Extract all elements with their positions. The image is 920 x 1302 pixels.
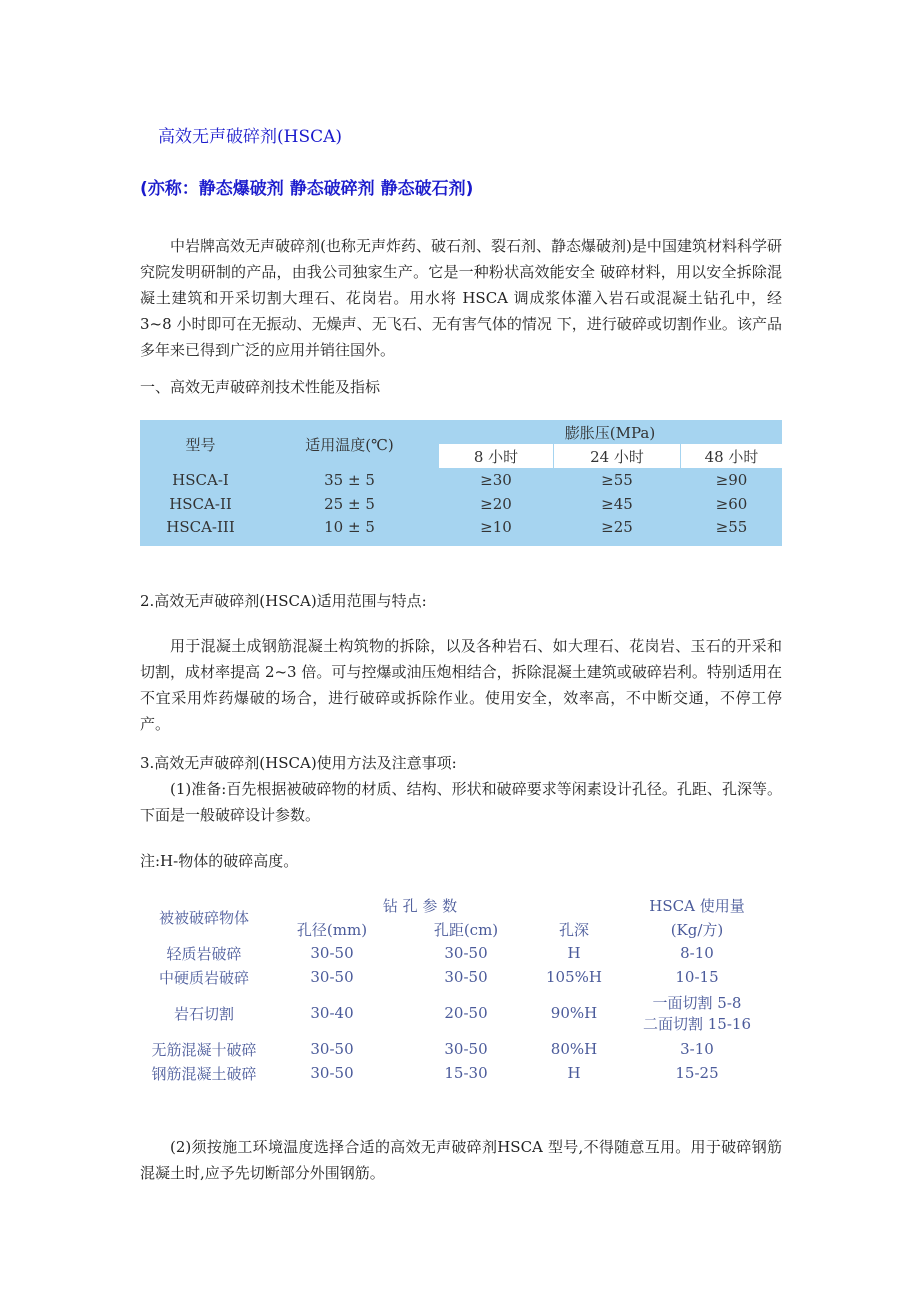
cell-depth: 80%H	[550, 1040, 598, 1058]
table-row	[140, 492, 782, 516]
table-row	[140, 941, 782, 965]
cell-usage: 15-25	[675, 1064, 719, 1082]
header-object: 被被破碎物体	[158, 908, 249, 927]
cell-depth: 90%H	[550, 1004, 598, 1022]
cell-depth: H	[567, 1064, 581, 1082]
table-row	[140, 1037, 782, 1061]
note-text: 注:H-物体的破碎高度。	[140, 852, 299, 870]
header-spacing: 孔距(cm)	[433, 920, 499, 939]
cell-object: 无筋混凝十破碎	[151, 1040, 257, 1059]
scope-paragraph: 用于混凝土成钢筋混凝土构筑物的拆除，以及各种岩石、如大理石、花岗岩、玉石的开采和切割，成材率提高 2~3 倍。可与控爆或油压炮相结合，拆除混凝土建筑或破碎岩利。特别适用在不宜采用炸药爆破的场合，进行破碎或拆除作业。使用安全，效率高，不中断交通，不停工停产。	[140, 637, 782, 733]
header-diameter: 孔径(mm)	[296, 920, 368, 939]
table-row	[140, 989, 782, 1037]
table-row	[140, 1061, 782, 1085]
cell-diameter: 30-50	[310, 968, 354, 986]
intro-paragraph: 中岩牌高效无声破碎剂(也称无声炸药、破石剂、裂石剂、静态爆破剂)是中国建筑材料科学研究院发明研制的产品，由我公司独家生产。它是一种粉状高效能安全 破碎材料，用以安全拆除混凝土建筑和开采切割大理石、花岗岩。用水将 HSCA 调成浆体灌入岩石或混凝土钻孔中，经 3~8 小时即可在无振动、无燥声、无飞石、无有害气体的情况 下，进行破碎或切割作业。该产品多年来已得到广泛的应用并销往国外。	[140, 237, 782, 359]
cell-diameter: 30-40	[310, 1004, 354, 1022]
cell-spacing: 30-50	[444, 1040, 488, 1058]
header-unit: (Kg/方)	[670, 920, 724, 939]
header-model: 型号	[185, 435, 216, 454]
section2-heading: 2.高效无声破碎剂(HSCA)适用范围与特点:	[140, 592, 427, 610]
cell-temp: 25 ± 5	[261, 492, 438, 516]
cell-depth: H	[567, 944, 581, 962]
cell-spacing: 20-50	[444, 1004, 488, 1022]
cell-object: 中硬质岩破碎	[158, 968, 249, 987]
cell-24h: ≥55	[553, 468, 680, 492]
header-temp: 适用温度(℃)	[305, 435, 394, 454]
cell-usage	[612, 989, 782, 1037]
cell-24h: ≥25	[553, 516, 680, 546]
cell-usage: 10-15	[675, 968, 719, 986]
cell-diameter: 30-50	[310, 1064, 354, 1082]
preparation-paragraph: (1)准备:百先根据被破碎物的材质、结构、形状和破碎要求等闲素设计孔径。孔距、孔深等。下面是一般破碎设计参数。	[140, 780, 782, 824]
cell-temp: 10 ± 5	[261, 516, 438, 546]
cell-object: 岩石切割	[173, 1004, 234, 1023]
header-pressure: 膨胀压(MPa)	[564, 423, 656, 442]
model-selection-paragraph: (2)须按施工环境温度选择合适的高效无声破碎剂HSCA 型号,不得随意互用。用于破碎钢筋混凝土时,应予先切断部分外围钢筋。	[140, 1138, 782, 1182]
header-24h: 24 小时	[553, 444, 680, 468]
cell-48h: ≥55	[680, 516, 782, 546]
cell-48h: ≥90	[680, 468, 782, 492]
cell-object: 轻质岩破碎	[166, 944, 242, 963]
cell-object: 钢筋混凝土破碎	[151, 1064, 257, 1083]
header-usage: HSCA 使用量	[649, 896, 745, 915]
drill-parameter-table	[140, 893, 782, 1085]
cell-model: HSCA-II	[140, 492, 261, 516]
section3-heading: 3.高效无声破碎剂(HSCA)使用方法及注意事项:	[140, 754, 457, 772]
header-8h: 8 小时	[438, 444, 553, 468]
cell-24h: ≥45	[553, 492, 680, 516]
cell-8h: ≥30	[438, 468, 553, 492]
cell-depth: 105%H	[546, 968, 602, 986]
document-title: 高效无声破碎剂(HSCA)	[158, 127, 343, 147]
cell-48h: ≥60	[680, 492, 782, 516]
header-drill: 钻 孔 参 数	[382, 896, 458, 915]
cell-8h: ≥20	[438, 492, 553, 516]
cell-model: HSCA-I	[140, 468, 261, 492]
cell-usage: 3-10	[680, 1040, 714, 1058]
cell-spacing: 30-50	[444, 968, 488, 986]
cell-diameter: 30-50	[310, 944, 354, 962]
cell-temp: 35 ± 5	[261, 468, 438, 492]
document-subtitle: (亦称：静态爆破剂 静态破碎剂 静态破石剂)	[140, 179, 474, 199]
section1-heading: 一、高效无声破碎剂技术性能及指标	[140, 378, 381, 396]
cell-spacing: 15-30	[444, 1064, 488, 1082]
cell-spacing: 30-50	[444, 944, 488, 962]
header-48h: 48 小时	[680, 444, 782, 468]
cell-model: HSCA-III	[140, 516, 261, 546]
cell-diameter: 30-50	[310, 1040, 354, 1058]
table-row	[140, 468, 782, 492]
cell-8h: ≥10	[438, 516, 553, 546]
spec-table	[140, 420, 782, 546]
table-row	[140, 516, 782, 546]
cell-usage-line2: 二面切割 15-16	[642, 1015, 751, 1033]
cell-usage: 8-10	[680, 944, 714, 962]
table-row	[140, 965, 782, 989]
cell-usage-line1: 一面切割 5-8	[652, 994, 742, 1012]
header-depth: 孔深	[558, 920, 589, 939]
